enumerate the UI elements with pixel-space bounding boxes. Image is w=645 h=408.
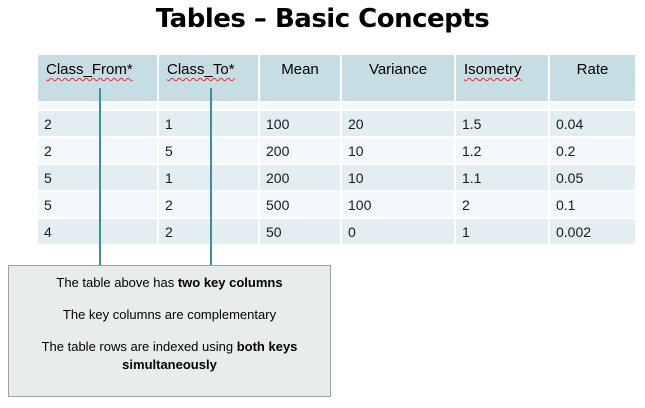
- table-cell: 50: [260, 219, 340, 244]
- table-cell: 200: [260, 138, 340, 163]
- table-cell: 0.05: [550, 165, 635, 190]
- column-header-rate: Rate: [550, 55, 635, 101]
- table-cell: 0.1: [550, 192, 635, 217]
- column-header-variance: Variance: [342, 55, 454, 101]
- table-cell: 1.2: [456, 138, 548, 163]
- column-header-class-to: Class_To*: [159, 55, 258, 101]
- table-cell: 2: [38, 138, 157, 163]
- table-cell: 1.1: [456, 165, 548, 190]
- slide-title: Tables – Basic Concepts: [155, 4, 490, 34]
- connector-line-class-to: [210, 88, 212, 266]
- table-cell: 1: [159, 111, 258, 136]
- table-cell: 10: [342, 138, 454, 163]
- table-header-row: [38, 55, 635, 101]
- table-cell: 100: [260, 111, 340, 136]
- column-header-mean: Mean: [260, 55, 340, 101]
- table-cell: 5: [38, 165, 157, 190]
- table-cell: 2: [159, 192, 258, 217]
- table-cell: 10: [342, 165, 454, 190]
- table-cell: 200: [260, 165, 340, 190]
- table-cell: 1.5: [456, 111, 548, 136]
- table-row: [38, 219, 635, 244]
- note-line-complementary: The key columns are complementary: [62, 307, 277, 322]
- table-cell: 0.2: [550, 138, 635, 163]
- table-cell: 2: [159, 219, 258, 244]
- table-row: [38, 138, 635, 163]
- table-cell: 5: [159, 138, 258, 163]
- table-cell: 0.04: [550, 111, 635, 136]
- note-line-indexed: The table rows are indexed using both keys simultaneously: [41, 339, 298, 372]
- table-row: [38, 111, 635, 136]
- table-cell: 0.002: [550, 219, 635, 244]
- table-cell: 20: [342, 111, 454, 136]
- table-cell: 5: [38, 192, 157, 217]
- connector-line-class-from: [99, 88, 101, 266]
- note-line-key-columns: The table above has two key columns: [56, 275, 283, 290]
- table-cell: 100: [342, 192, 454, 217]
- table-cell: 2: [456, 192, 548, 217]
- column-header-class-from: Class_From*: [38, 55, 157, 101]
- note-callout-box: [8, 265, 331, 397]
- table-spacer-row: [38, 103, 635, 109]
- table-cell: 0: [342, 219, 454, 244]
- table-cell: 2: [38, 111, 157, 136]
- table-cell: 500: [260, 192, 340, 217]
- data-table: [36, 53, 637, 246]
- table-row: [38, 165, 635, 190]
- data-table-container: [38, 55, 633, 246]
- table-cell: 1: [456, 219, 548, 244]
- table-cell: 4: [38, 219, 157, 244]
- table-row: [38, 192, 635, 217]
- table-cell: 1: [159, 165, 258, 190]
- column-header-isometry: Isometry: [456, 55, 548, 101]
